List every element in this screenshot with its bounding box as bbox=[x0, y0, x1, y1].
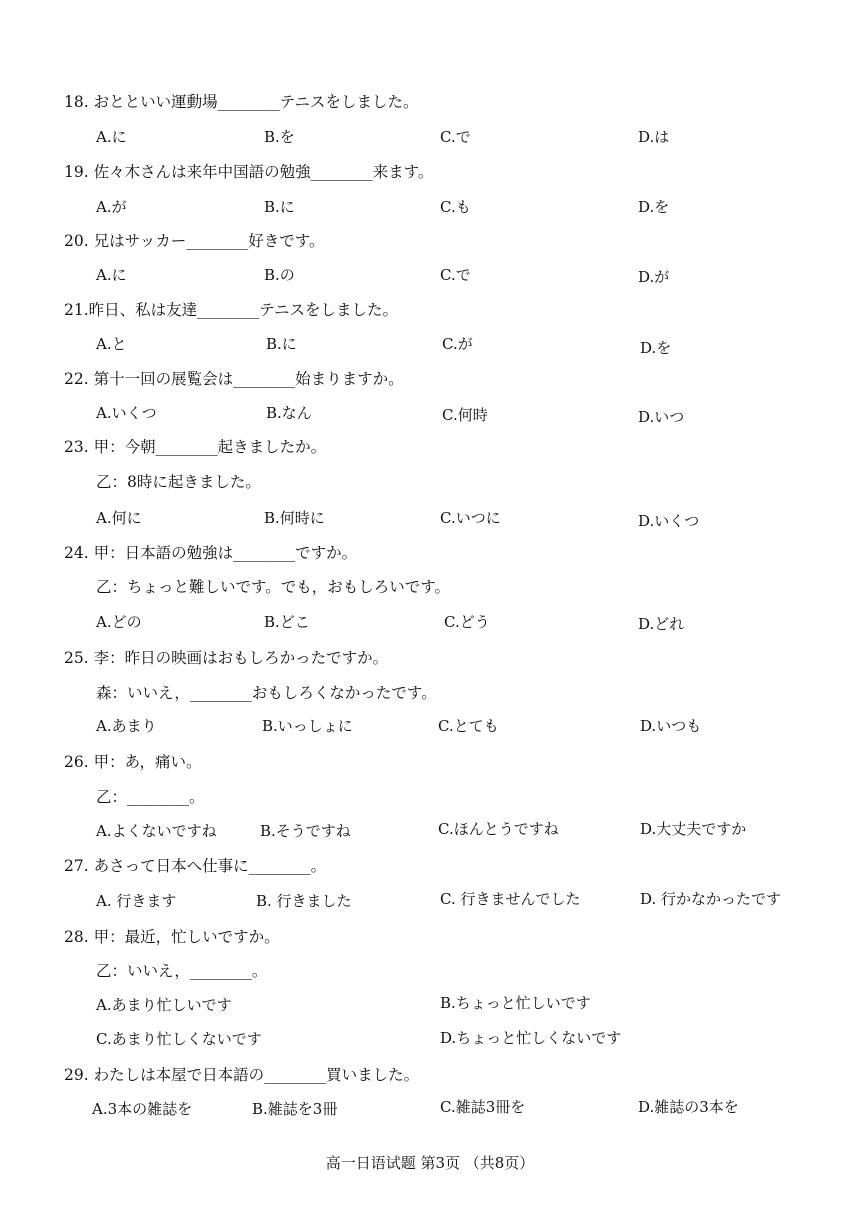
q24-option-d: D.どれ bbox=[638, 615, 685, 633]
q22-option-b: B.なん bbox=[266, 404, 312, 422]
q29-option-a: A.3本の雑誌を bbox=[92, 1100, 193, 1118]
q23-reply: 乙：8時に起きました。 bbox=[96, 473, 261, 491]
q21-option-a: A.と bbox=[96, 335, 127, 353]
q25-reply: 森：いいえ，________おもしろくなかったです。 bbox=[96, 684, 437, 702]
q28-option-b: B.ちょっと忙しいです bbox=[440, 994, 591, 1012]
page-footer: 高一日语试题 第3页 （共8页） bbox=[325, 1154, 535, 1172]
question-19: 19. 佐々木さんは来年中国語の勉強________来ます。 bbox=[64, 163, 434, 181]
q19-option-a: A.が bbox=[96, 198, 127, 216]
q18-option-c: C.で bbox=[440, 128, 471, 146]
q25-option-c: C.とても bbox=[438, 717, 499, 735]
q18-option-b: B.を bbox=[264, 128, 295, 146]
q25-option-a: A.あまり bbox=[96, 717, 157, 735]
question-25: 25. 李：昨日の映画はおもしろかったですか。 bbox=[64, 649, 389, 667]
q22-option-d: D.いつ bbox=[638, 408, 685, 426]
question-23: 23. 甲：今朝________起きましたか。 bbox=[64, 438, 327, 456]
q21-option-c: C.が bbox=[442, 335, 473, 353]
q21-option-b: B.に bbox=[266, 335, 297, 353]
q20-option-d: D.が bbox=[638, 268, 670, 286]
q24-option-c: C.どう bbox=[444, 613, 490, 631]
q26-option-d: D.大丈夫ですか bbox=[640, 820, 747, 838]
q24-option-a: A.どの bbox=[96, 613, 142, 631]
q23-option-b: B.何時に bbox=[264, 509, 325, 527]
q19-option-b: B.に bbox=[264, 198, 295, 216]
q19-option-d: D.を bbox=[638, 198, 670, 216]
question-28: 28. 甲：最近，忙しいですか。 bbox=[64, 928, 280, 946]
q23-option-d: D.いくつ bbox=[638, 512, 700, 530]
q28-option-d: D.ちょっと忙しくないです bbox=[440, 1029, 622, 1047]
q22-option-c: C.何時 bbox=[442, 406, 488, 424]
q28-option-c: C.あまり忙しくないです bbox=[96, 1030, 262, 1048]
q27-option-d: D. 行かなかったです bbox=[640, 890, 782, 908]
q24-option-b: B.どこ bbox=[264, 613, 310, 631]
q27-option-b: B. 行きました bbox=[256, 892, 352, 910]
q18-option-a: A.に bbox=[96, 128, 127, 146]
q23-option-c: C.いつに bbox=[440, 509, 501, 527]
q21-option-d: D.を bbox=[640, 339, 672, 357]
q23-option-a: A.何に bbox=[96, 509, 142, 527]
q27-option-c: C. 行きませんでした bbox=[440, 890, 581, 908]
question-21: 21.昨日、私は友達________テニスをしました。 bbox=[64, 301, 399, 319]
q26-reply: 乙：________。 bbox=[96, 788, 205, 806]
q28-option-a: A.あまり忙しいです bbox=[96, 996, 232, 1014]
question-27: 27. あさって日本へ仕事に________。 bbox=[64, 857, 327, 875]
q25-option-b: B.いっしょに bbox=[262, 717, 353, 735]
q26-option-c: C.ほんとうですね bbox=[438, 820, 559, 838]
q25-option-d: D.いつも bbox=[640, 717, 702, 735]
q28-reply: 乙：いいえ，________。 bbox=[96, 962, 268, 980]
q22-option-a: A.いくつ bbox=[96, 404, 157, 422]
q29-option-b: B.雑誌を3冊 bbox=[252, 1100, 338, 1118]
question-20: 20. 兄はサッカー________好きです。 bbox=[64, 232, 325, 250]
question-18: 18. おとといい運動場________テニスをしました。 bbox=[64, 93, 419, 111]
q26-option-b: B.そうですね bbox=[260, 822, 351, 840]
q18-option-d: D.は bbox=[638, 128, 670, 146]
question-29: 29. わたしは本屋で日本語の________買いました。 bbox=[64, 1066, 420, 1084]
q19-option-c: C.も bbox=[440, 198, 471, 216]
q26-option-a: A.よくないですね bbox=[96, 822, 217, 840]
q29-option-c: C.雑誌3冊を bbox=[440, 1098, 526, 1116]
q29-option-d: D.雑誌の3本を bbox=[638, 1098, 739, 1116]
question-22: 22. 第十一回の展覧会は________始まりますか。 bbox=[64, 370, 404, 388]
q20-option-b: B.の bbox=[264, 266, 295, 284]
q27-option-a: A. 行きます bbox=[96, 892, 177, 910]
q20-option-c: C.で bbox=[440, 266, 471, 284]
q20-option-a: A.に bbox=[96, 266, 127, 284]
q24-reply: 乙：ちょっと難しいです。でも，おもしろいです。 bbox=[96, 578, 451, 596]
question-26: 26. 甲：あ，痛い。 bbox=[64, 753, 202, 771]
question-24: 24. 甲：日本語の勉強は________ですか。 bbox=[64, 544, 358, 562]
